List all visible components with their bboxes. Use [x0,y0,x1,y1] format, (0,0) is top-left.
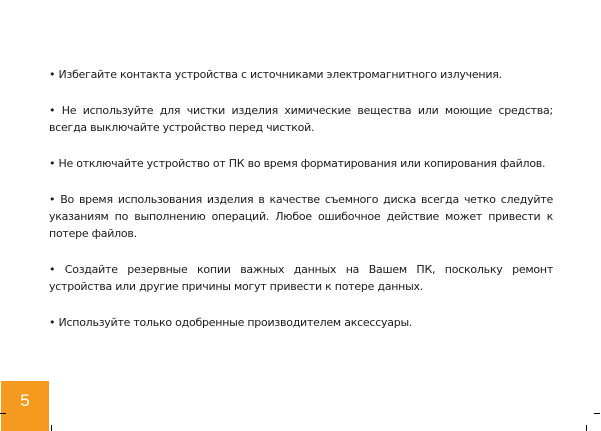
crop-mark-right-horizontal [594,413,600,414]
crop-mark-left-horizontal [0,413,6,414]
paragraph-accessories: • Используйте только одобренные производителем аксессуары. [49,316,413,329]
paragraph-backup: • Создайте резервные копии важных данных на Вашем ПК, поскольку ремонт устройства или другие причины могут привести к потере данных. [49,263,553,293]
crop-mark-right-vertical [586,425,587,431]
document-body [49,66,553,350]
paragraph-removable-disk: • Во время использования изделия в качестве съемного диска всегда четко следуйте указаниям по выполнению операций. Любое ошибочное действие может привести к потере файлов. [49,193,553,240]
crop-mark-left-vertical [51,425,52,431]
paragraph-em-radiation: • Избегайте контакта устройства с источниками электромагнитного излучения. [49,68,502,81]
paragraph-cleaning: • Не используйте для чистки изделия химические вещества или моющие средства; всегда выключайте устройство перед чисткой. [49,104,553,134]
paragraph-disconnect: • Не отключайте устройство от ПК во время форматирования или копирования файлов. [49,157,546,170]
page-number-badge [1,381,49,431]
page-number: 5 [20,391,30,410]
